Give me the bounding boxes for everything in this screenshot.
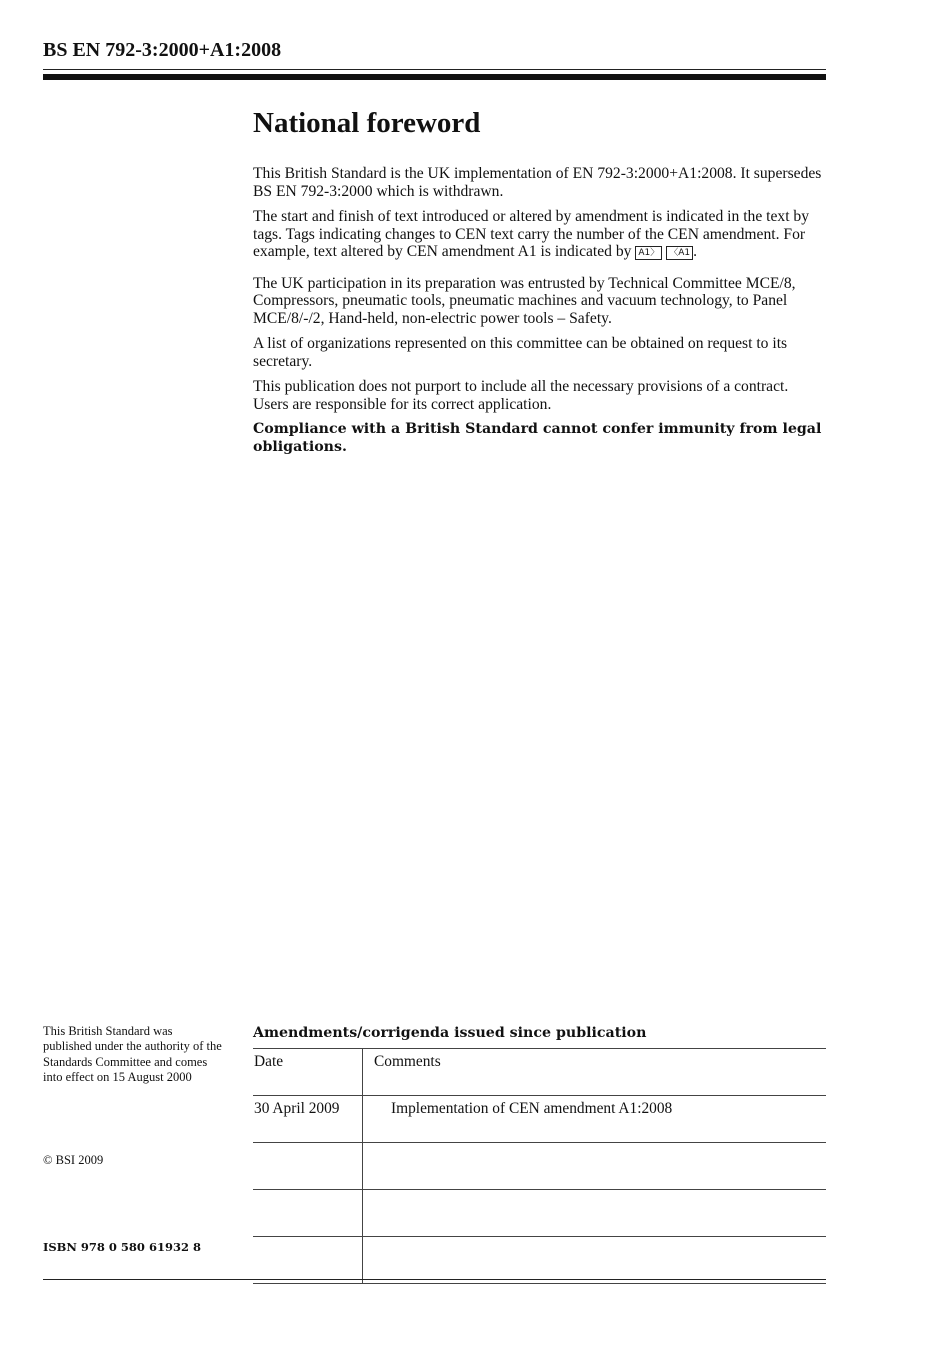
publication-note: This British Standard was published under the authority of the Standards Committee and comes into effect on 15 August 2000 <box>43 1024 222 1085</box>
header-rule-thick <box>43 74 826 80</box>
paragraph-2-end: . <box>693 243 697 260</box>
isbn: ISBN 978 0 580 61932 8 <box>43 1240 201 1254</box>
row-date <box>253 1143 363 1190</box>
foreword-paragraph-1: This British Standard is the UK implementation of EN 792-3:2000+A1:2008. It supersedes BS EN 792-3:2000 which is withdrawn. <box>253 165 822 200</box>
compliance-statement: Compliance with a British Standard cannot confer immunity from legal obligations. <box>253 421 822 455</box>
amendment-tag-close: 〈A1 <box>666 246 693 260</box>
amendments-title: Amendments/corrigenda issued since publication <box>253 1025 647 1041</box>
row-comment <box>363 1143 827 1190</box>
copyright: © BSI 2009 <box>43 1153 104 1167</box>
row-comment-text: Implementation of CEN amendment A1:2008 <box>391 1100 673 1117</box>
header-comments: Comments <box>363 1049 827 1096</box>
row-comment <box>363 1237 827 1284</box>
table-row <box>253 1096 826 1143</box>
row-comment <box>363 1096 827 1143</box>
row-date: 30 April 2009 <box>253 1096 363 1143</box>
paragraph-2-text: The start and finish of text introduced or altered by amendment is indicated in the text by tags. Tags indicating changes to CEN text carry the number of the CEN amendment. For example, text altered by CEN amendment A1 is indicated by <box>253 208 810 260</box>
table-row <box>253 1237 826 1284</box>
amendment-tag-open: A1〉 <box>635 246 662 260</box>
foreword-paragraph-3: The UK participation in its preparation was entrusted by Technical Committee MCE/8, Compressors, pneumatic tools, pneumatic machines and vacuum technology, to Panel MCE/8/-/2, Hand-held, non-electric power tools – Safety. <box>253 274 796 327</box>
row-date <box>253 1237 363 1284</box>
header-rule-thin <box>43 69 826 70</box>
foreword-paragraph-2 <box>253 208 823 261</box>
table-header-row <box>253 1049 826 1096</box>
foreword-paragraph-5: This publication does not purport to include all the necessary provisions of a contract. Users are responsible for its correct application. <box>253 378 789 413</box>
foreword-paragraph-4: A list of organizations represented on this committee can be obtained on request to its secretary. <box>253 335 788 370</box>
national-foreword <box>253 105 823 464</box>
document-id: BS EN 792-3:2000+A1:2008 <box>43 39 282 61</box>
amendments-section <box>253 1024 826 1284</box>
page-title: National foreword <box>253 107 481 139</box>
header-date: Date <box>253 1049 363 1096</box>
footer-rule <box>43 1279 826 1280</box>
row-date <box>253 1190 363 1237</box>
amendments-table <box>253 1048 826 1284</box>
table-row <box>253 1143 826 1190</box>
row-comment <box>363 1190 827 1237</box>
table-row <box>253 1190 826 1237</box>
